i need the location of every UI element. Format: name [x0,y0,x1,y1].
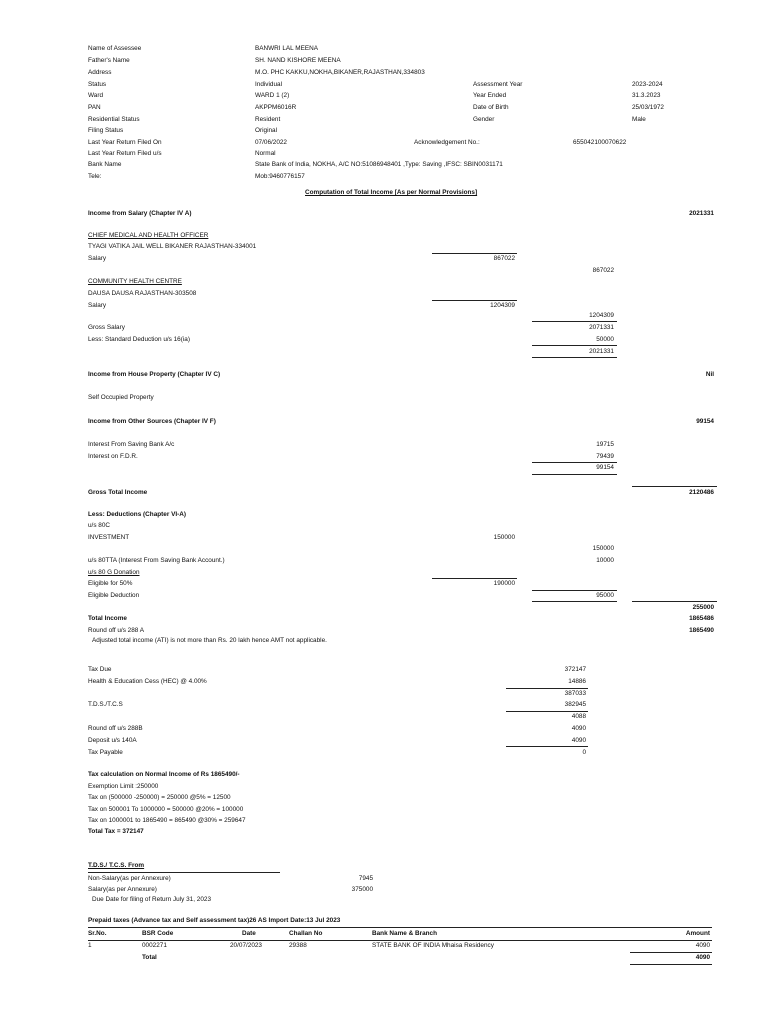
status-value: Individual [255,81,283,88]
gti-value: 2120486 [689,489,714,496]
divider [532,590,617,591]
address-label: Address [88,69,112,76]
filing-value: Original [255,127,278,134]
ay-label: Assessment Year [473,81,523,88]
salary-total: 2021331 [689,210,714,217]
last-filed-us-value: Normal [255,150,276,157]
tax-due-label: Tax Due [88,666,112,673]
tele-label: Tele: [88,173,102,180]
divider [506,711,588,712]
eligible-50-label: Eligible for 50% [88,580,133,587]
ack-value: 655042100070622 [573,139,627,146]
salary-tds: 375000 [351,886,373,893]
divider [532,321,617,322]
divider [532,345,617,346]
employer-2-carry: 1204309 [589,312,614,319]
divider [632,601,717,602]
col-sr: Sr.No. [88,930,107,937]
house-heading: Income from House Property (Chapter IV C) [88,371,221,378]
employer-1-carry: 867022 [592,267,614,274]
father-value: SH. NAND KISHORE MEENA [255,57,341,64]
salary-heading: Income from Salary (Chapter IV A) [88,210,192,217]
gender-label: Gender [473,116,495,123]
prepaid-total-label: Total [142,954,157,961]
dob-value: 25/03/1972 [632,104,664,111]
pan-label: PAN [88,104,101,111]
tds-label: T.D.S./T.C.S [88,701,123,708]
page-title: Computation of Total Income [As per Normal Provisions] [305,189,478,196]
employer-1-address: TYAGI VATIKA JAIL WELL BIKANER RAJASTHAN-334001 [88,243,257,250]
divider [630,964,712,965]
status-label: Status [88,81,107,88]
sb-interest-label: Interest From Saving Bank A/c [88,441,175,448]
ward-label: Ward [88,92,104,99]
divider [432,578,517,579]
divider [432,253,517,254]
calc-line-1: Exemption Limit :250000 [88,783,159,790]
employer-2-salary-label: Salary [88,302,107,309]
other-total: 99154 [696,418,714,425]
tax-sum: 387033 [564,690,586,697]
eligible-deduction: 95000 [596,592,614,599]
divider [88,927,712,928]
col-date: Date [242,930,256,937]
total-income-label: Total Income [88,615,127,622]
self-occupied-label: Self Occupied Property [88,394,154,401]
row-sr: 1 [88,942,92,949]
deposit: 4090 [571,737,586,744]
deposit-label: Deposit u/s 140A [88,737,137,744]
fdr-interest-label: Interest on F.D.R. [88,453,138,460]
col-bank: Bank Name & Branch [372,930,437,937]
employer-1-salary-label: Salary [88,255,107,262]
gross-salary-label: Gross Salary [88,324,125,331]
employer-2-address: DAUSA DAUSA RAJASTHAN-303508 [88,290,197,297]
tds-from-heading: T.D.S./ T.C.S. From [88,862,145,869]
calc-line-3: Tax on 500001 To 1000000 = 500000 @20% = 100000 [88,806,244,813]
investment-label: INVESTMENT [88,534,130,541]
round-off: 1865490 [689,627,714,634]
employer-1-name: CHIEF MEDICAL AND HEALTH OFFICER [88,232,209,239]
s80tta: 10000 [596,557,614,564]
ack-label: Acknowledgement No.: [414,139,480,146]
house-total: Nil [705,371,714,378]
divider [532,601,617,602]
col-bsr: BSR Code [142,930,174,937]
row-bank: STATE BANK OF INDIA Mhaisa Residency [372,942,494,949]
name-label: Name of Assessee [88,45,142,52]
ay-value: 2023-2024 [632,81,663,88]
prepaid-heading: Prepaid taxes (Advance tax and Self assessment tax)26 AS Import Date:13 Jul 2023 [88,917,341,924]
calc-line-4: Tax on 1000001 to 1865490 = 865490 @30% = 259647 [88,817,246,824]
tax-due: 372147 [564,666,586,673]
gti-label: Gross Total Income [88,489,148,496]
address-value: M.O. PHC KAKKU,NOKHA,BIKANER,RAJASTHAN,334803 [255,69,425,76]
ye-value: 31.3.2023 [632,92,661,99]
investment-carry: 150000 [592,545,614,552]
cess-label: Health & Education Cess (HEC) @ 4.00% [88,678,207,685]
tax-payable: 0 [582,749,586,756]
gender-value: Male [632,116,646,123]
non-salary-label: Non-Salary(as per Annexure) [88,875,171,882]
prepaid-total: 4090 [695,954,710,961]
round-288b-label: Round off u/s 288B [88,725,143,732]
cess: 14886 [568,678,586,685]
row-amount: 4090 [695,942,710,949]
total-income: 1865486 [689,615,714,622]
row-date: 20/07/2023 [230,942,262,949]
due-date-note: Due Date for filing of Return July 31, 2023 [92,896,212,903]
col-challan: Challan No [289,930,323,937]
sb-interest: 19715 [596,441,614,448]
s80c-label: u/s 80C [88,522,111,529]
bank-value: State Bank of India, NOKHA, A/C NO:51086948401 ,Type: Saving ,IFSC: SBIN0031171 [255,161,503,168]
eligible-50: 190000 [493,580,515,587]
divider [506,688,588,689]
s80g-label: u/s 80 G Donation [88,569,140,576]
round-288b: 4090 [571,725,586,732]
bank-label: Bank Name [88,161,122,168]
pan-value: AKPPM6016R [255,104,297,111]
standard-deduction: 50000 [596,336,614,343]
row-challan: 29388 [289,942,307,949]
residential-label: Residential Status [88,116,140,123]
employer-1-salary: 867022 [493,255,515,262]
employer-2-salary: 1204309 [490,302,515,309]
non-salary: 7945 [358,875,373,882]
eligible-deduction-label: Eligible Deduction [88,592,140,599]
calc-heading: Tax calculation on Normal Income of Rs 1865490/- [88,771,240,778]
dob-label: Date of Birth [473,104,509,111]
round-off-label: Round off u/s 288 A [88,627,145,634]
filing-label: Filing Status [88,127,124,134]
tds: 382945 [564,701,586,708]
divider [532,462,617,463]
divider [532,474,617,475]
last-filed-label: Last Year Return Filed On [88,139,162,146]
employer-2-name: COMMUNITY HEALTH CENTRE [88,278,182,285]
father-label: Father's Name [88,57,130,64]
gross-salary: 2071331 [589,324,614,331]
other-heading: Income from Other Sources (Chapter IV F) [88,418,216,425]
tele-value: Mob:9460776157 [255,173,305,180]
investment: 150000 [493,534,515,541]
name-value: BANWRI LAL MEENA [255,45,318,52]
net-salary: 2021331 [589,348,614,355]
amt-note: Adjusted total income (ATI) is not more than Rs. 20 lakh hence AMT not applicable. [92,637,327,644]
divider [632,486,717,487]
calc-line-2: Tax on (500000 -250000) = 250000 @5% = 12500 [88,794,231,801]
divider [506,746,588,747]
deductions-heading: Less: Deductions (Chapter VI-A) [88,511,187,518]
divider [432,300,517,301]
calc-total: Total Tax = 372147 [88,828,144,835]
ward-value: WARD 1 (2) [255,92,290,99]
deductions-total: 255000 [692,604,714,611]
fdr-interest: 79439 [596,453,614,460]
last-filed-value: 07/06/2022 [255,139,287,146]
s80tta-label: u/s 80TTA (Interest From Saving Bank Account.) [88,557,225,564]
col-amount: Amount [685,930,710,937]
divider [88,940,712,941]
row-bsr: 0002271 [142,942,167,949]
tax-payable-label: Tax Payable [88,749,123,756]
divider [630,952,712,953]
standard-deduction-label: Less: Standard Deduction u/s 16(ia) [88,336,190,343]
last-filed-us-label: Last Year Return Filed u/s [88,150,162,157]
salary-tds-label: Salary(as per Annexure) [88,886,157,893]
divider [88,872,280,873]
tax-balance: 4088 [571,713,586,720]
residential-value: Resident [255,116,281,123]
ye-label: Year Ended [473,92,507,99]
other-sum: 99154 [596,464,614,471]
divider [532,357,617,358]
